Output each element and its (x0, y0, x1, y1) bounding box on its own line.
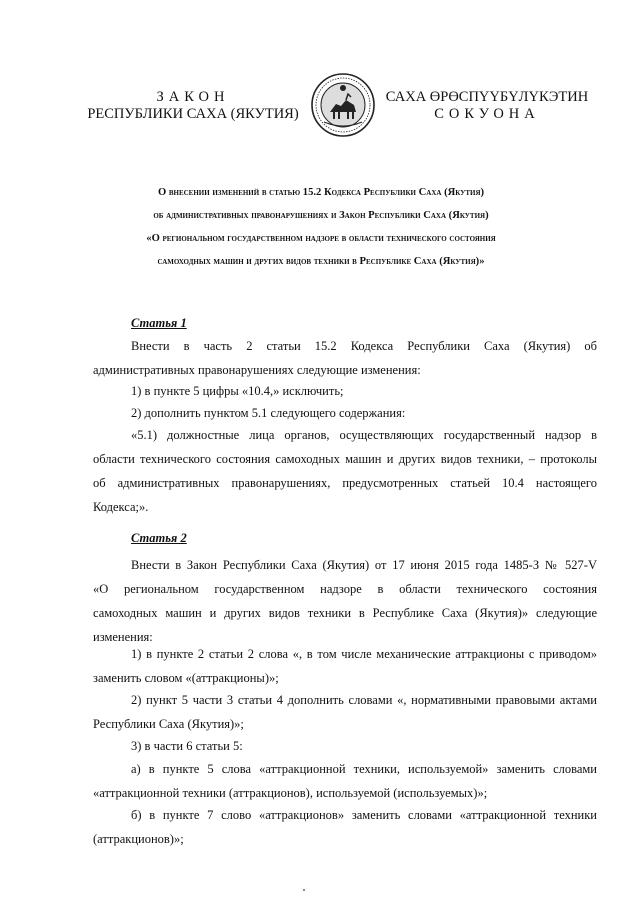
title-line: О внесении изменений в статью 15.2 Кодекса Республики Саха (Якутия) (157, 187, 485, 198)
article-1-heading: Статья 1 (131, 316, 187, 330)
title-line: об административных правонарушениях и Закон Республики Саха (Якутия) (153, 210, 489, 221)
article-2-item-2 (93, 688, 597, 736)
article-2-subitem-a (93, 757, 597, 805)
document-title (90, 181, 552, 273)
text-line: 1) в пункте 5 цифры «10.4,» исключить; (131, 384, 344, 398)
header-right-line1: САХА ӨРӨСПҮҮБҮЛҮКЭТИН (385, 89, 589, 105)
emblem-seal (310, 72, 376, 138)
text-line: Кодекса;». (93, 500, 149, 514)
text-line: Республики Саха (Якутия)»; (93, 717, 244, 731)
article-2-subitem-b (93, 803, 597, 851)
text-line: 2) дополнить пунктом 5.1 следующего содержания: (131, 406, 406, 420)
header-left (78, 89, 308, 123)
article-1-paragraph (93, 334, 597, 382)
header-left-line2: РЕСПУБЛИКИ САХА (ЯКУТИЯ) (87, 106, 299, 122)
text-line: «аттракционной техники (аттракционов), используемой (используемых)»; (93, 786, 488, 800)
article-2-paragraph (93, 553, 597, 649)
article-1-item-1 (93, 379, 597, 403)
text-line: самоходных машин и других видов техники в Республике Саха (Якутия)» следующие (93, 606, 597, 620)
title-line: самоходных машин и других видов техники в Республике Саха (Якутия)» (157, 256, 485, 267)
text-line: Внести в часть 2 статьи 15.2 Кодекса Республики Саха (Якутия) об (131, 339, 597, 353)
text-line: 2) пункт 5 части 3 статьи 4 дополнить словами «, нормативными правовыми актами (131, 693, 597, 707)
text-line: б) в пункте 7 слово «аттракционов» заменить словами «аттракционной техники (131, 808, 597, 822)
text-line: «О региональном государственном надзоре в области технического состояния (93, 582, 597, 596)
header-right (372, 89, 602, 123)
text-line: а) в пункте 5 слова «аттракционной техники, используемой» заменить словами (131, 762, 597, 776)
title-line: «О региональном государственном надзоре в области технического состояния (146, 233, 496, 244)
article-1-item-2 (93, 401, 597, 425)
text-line: (аттракционов)»; (93, 832, 184, 846)
header-left-line1: ЗАКОН (156, 89, 230, 105)
scan-speck (303, 889, 305, 891)
article-2-item-3 (93, 734, 597, 758)
text-line: Внести в Закон Республики Саха (Якутия) от 17 июня 2015 года 1485-З № 527-V (131, 558, 597, 572)
text-line: административных правонарушениях следующие изменения: (93, 363, 421, 377)
text-line: 1) в пункте 2 статьи 2 слова «, в том числе механические аттракционы с приводом» (131, 647, 597, 661)
text-line: об административных правонарушениях, предусмотренных статьей 10.4 настоящего (93, 476, 597, 490)
header-right-line2: СОКУОНА (434, 106, 540, 122)
text-line: 3) в части 6 статьи 5: (131, 739, 243, 753)
article-2-item-1 (93, 642, 597, 690)
article-1-quote (93, 423, 597, 519)
text-line: «5.1) должностные лица органов, осуществляющих государственный надзор в (131, 428, 597, 442)
article-2-heading: Статья 2 (131, 531, 187, 545)
text-line: области технического состояния самоходных машин и других видов техники, – протоколы (93, 452, 597, 466)
text-line: заменить словом «(аттракционы)»; (93, 671, 279, 685)
text-line: изменения: (93, 630, 153, 644)
